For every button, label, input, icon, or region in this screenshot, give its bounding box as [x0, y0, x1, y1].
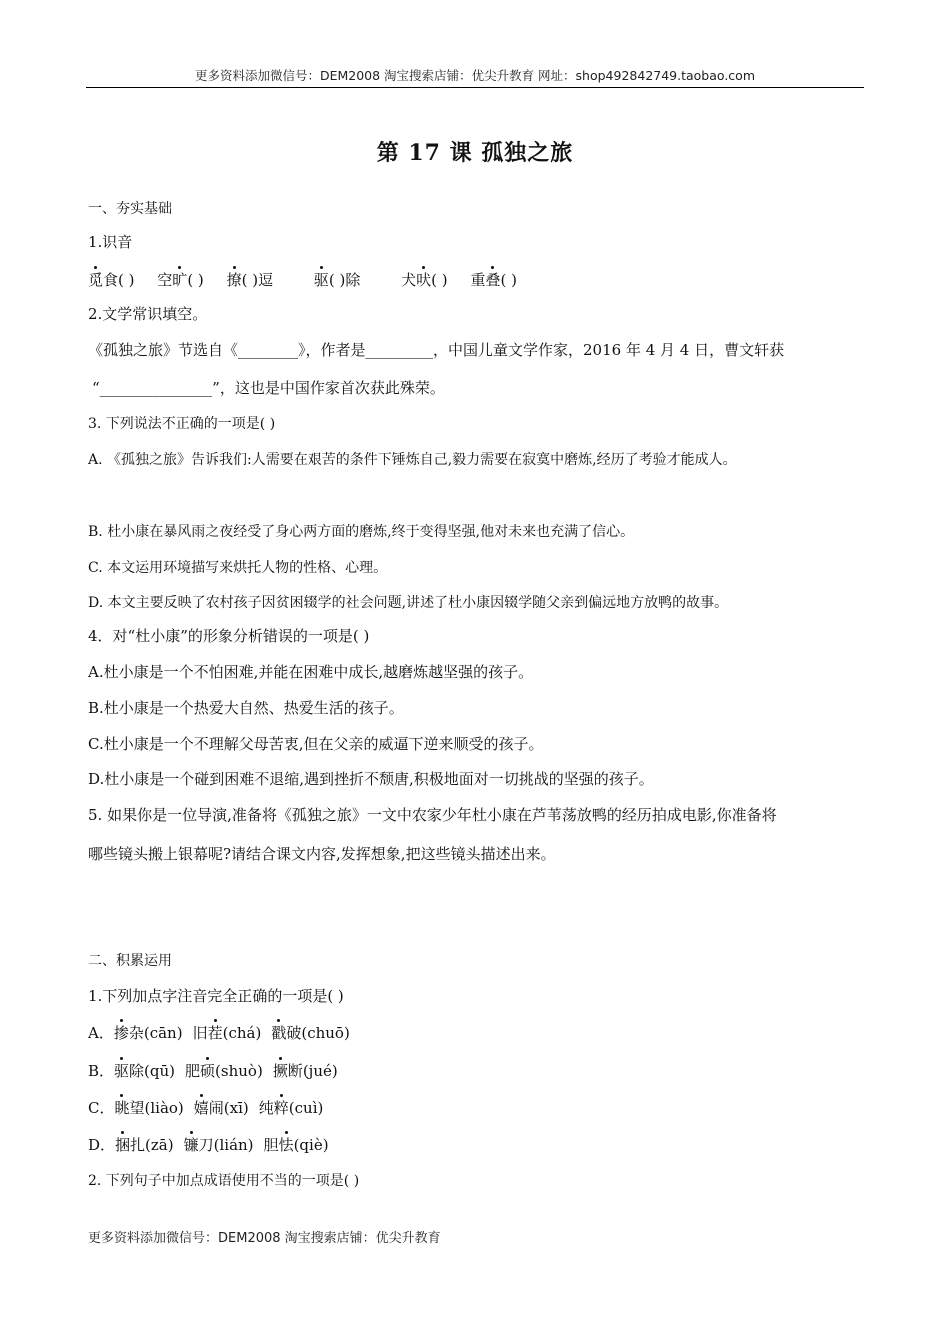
- q2-line2: “_______________”，这也是中国作家首次获此殊荣。: [92, 379, 445, 397]
- page-title: 第 17 课 孤独之旅: [376, 140, 574, 166]
- q4-option-b: B.杜小康是一个热爱大自然、热爱生活的孩子。: [88, 699, 404, 717]
- q1-item: 重叠( ): [470, 271, 517, 289]
- page-footer: 更多资料添加微信号：DEM2008 淘宝搜索店铺：优尖升教育: [88, 1231, 441, 1246]
- s2-q2-stem: 2. 下列句子中加点成语使用不当的一项是( ): [88, 1173, 360, 1189]
- q3-option-c: C. 本文运用环境描写来烘托人物的性格、心理。: [88, 560, 388, 576]
- s2-q1-option-b: B．驱除(qū) 肥硕(shuò) 撅断(jué): [88, 1062, 338, 1080]
- q3-option-d: D. 本文主要反映了农村孩子因贫困辍学的社会问题,讲述了杜小康因辍学随父亲到偏远地方放鸭的故事。: [88, 595, 729, 611]
- q4-option-a: A.杜小康是一个不怕困难,并能在困难中成长,越磨炼越坚强的孩子。: [88, 663, 534, 681]
- q3-option-b: B. 杜小康在暴风雨之夜经受了身心两方面的磨炼,终于变得坚强,他对未来也充满了信心。: [88, 524, 635, 540]
- q3-option-a: A. 《孤独之旅》告诉我们:人需要在艰苦的条件下锤炼自己,毅力需要在寂寞中磨炼,经历了考验才能成人。: [88, 452, 737, 468]
- q4-option-d: D.杜小康是一个碰到困难不退缩,遇到挫折不颓唐,积极地面对一切挑战的坚强的孩子。: [88, 770, 654, 788]
- q1-label: 1.识音: [88, 233, 133, 251]
- q2-line1: 《孤独之旅》节选自《________》，作者是_________，中国儿童文学作家，2016 年 4 月 4 日，曹文轩获: [88, 341, 785, 359]
- q1-item: 驱( )除: [313, 271, 361, 289]
- q2-label: 2.文学常识填空。: [88, 305, 208, 323]
- s2-q1-stem: 1.下列加点字注音完全正确的一项是( ): [88, 987, 344, 1005]
- header-divider: [86, 87, 864, 88]
- q1-item: 觅食( ): [88, 271, 135, 289]
- q1-item: 空旷( ): [157, 271, 204, 289]
- q5-line2: 哪些镜头搬上银幕呢?请结合课文内容,发挥想象,把这些镜头描述出来。: [88, 845, 556, 863]
- q1-items: [88, 270, 517, 290]
- s2-q1-option-d: D．捆扎(zā) 镰刀(lián) 胆怯(qiè): [88, 1136, 329, 1154]
- q5-line1: 5. 如果你是一位导演,准备将《孤独之旅》一文中农家少年杜小康在芦苇荡放鸭的经历拍成电影,你准备将: [88, 806, 777, 824]
- s2-q1-option-a: A．掺杂(cān) 旧茬(chá) 戳破(chuō): [88, 1024, 350, 1042]
- q4-stem: 4．对“杜小康”的形象分析错误的一项是( ): [88, 627, 370, 645]
- q3-stem: 3. 下列说法不正确的一项是( ): [88, 416, 276, 432]
- q1-item: 犬吠( ): [401, 271, 448, 289]
- q1-item: 撩( )逗: [226, 271, 274, 289]
- q4-option-c: C.杜小康是一个不理解父母苦衷,但在父亲的威逼下逆来顺受的孩子。: [88, 735, 544, 753]
- section2-heading: 二、积累运用: [88, 953, 172, 969]
- section1-heading: 一、夯实基础: [88, 201, 172, 217]
- page-header: 更多资料添加微信号：DEM2008 淘宝搜索店铺：优尖升教育 网址：shop492842749.taobao.com: [194, 68, 756, 83]
- s2-q1-option-c: C．眺望(liào) 嬉闹(xī) 纯粹(cuì): [88, 1099, 324, 1117]
